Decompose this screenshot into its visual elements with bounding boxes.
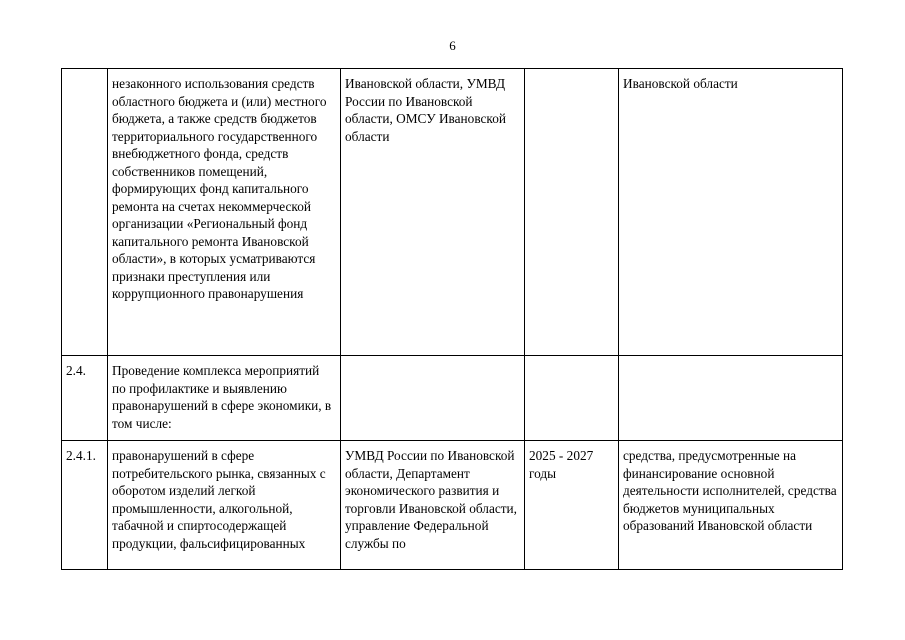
cell-activity: Проведение комплекса мероприятий по профилактике и выявлению правонарушений в сфере экономики, в том числе: [108, 356, 341, 441]
cell-activity: незаконного использования средств областного бюджета и (или) местного бюджета, а также средств бюджетов территориального государственного внебюджетного фонда, средств собственников помещений, формирующих фонд капитального ремонта на счетах некоммерческой организации «Региональный фонд капитального ремонта Ивановской области», в которых усматриваются признаки преступления или коррупционного правонарушения [108, 69, 341, 356]
cell-activity: правонарушений в сфере потребительского рынка, связанных с оборотом изделий легкой промышленности, алкогольной, табачной и спиртосодержащей продукции, фальсифицированных [108, 441, 341, 570]
cell-period: 2025 - 2027 годы [525, 441, 619, 570]
cell-funding [619, 356, 843, 441]
cell-number: 2.4. [62, 356, 108, 441]
table-row [62, 356, 843, 441]
table-row [62, 441, 843, 570]
cell-period [525, 69, 619, 356]
cell-funding: Ивановской области [619, 69, 843, 356]
cell-period [525, 356, 619, 441]
cell-funding: средства, предусмотренные на финансирование основной деятельности исполнителей, средства бюджетов муниципальных образований Ивановской области [619, 441, 843, 570]
table-row [62, 69, 843, 356]
activities-table [61, 68, 843, 570]
page-number: 6 [449, 38, 456, 53]
cell-executors [341, 356, 525, 441]
cell-executors: УМВД России по Ивановской области, Департамент экономического развития и торговли Ивановской области, управление Федеральной службы по [341, 441, 525, 570]
cell-number [62, 69, 108, 356]
cell-executors: Ивановской области, УМВД России по Ивановской области, ОМСУ Ивановской области [341, 69, 525, 356]
cell-number: 2.4.1. [62, 441, 108, 570]
